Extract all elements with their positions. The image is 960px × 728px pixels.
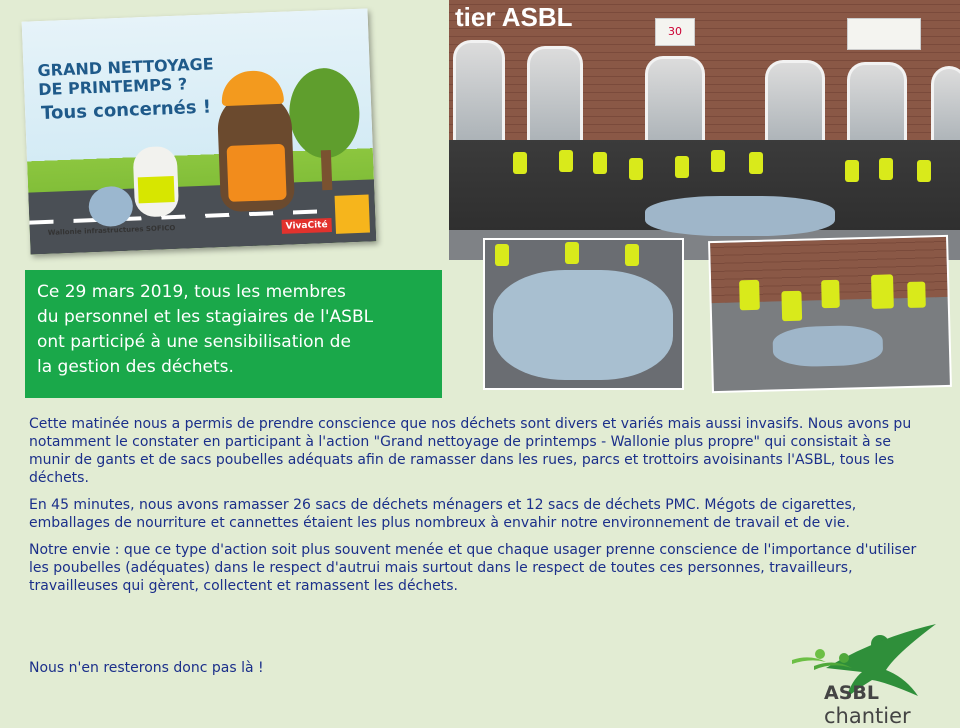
poster-road	[28, 179, 376, 254]
building-sign-text: tier ASBL	[455, 2, 573, 32]
article-body	[29, 415, 934, 604]
safety-vest	[629, 158, 643, 180]
safety-vest	[625, 244, 639, 266]
rabbit-vest	[138, 176, 175, 203]
group-photo	[449, 0, 960, 260]
paragraph-3: Notre envie : que ce type d'action soit plus souvent menée et que chaque usager prenne conscience de l'importance d'utiliser les poubelles (adéquates) dans le respect d'autrui mais surtout dans le respect de toutes ces personnes, travailleurs, travailleuses qui gèrent, collectent et ramassent les déchets.	[29, 542, 917, 594]
workers-photo	[710, 237, 950, 391]
logo-dot-icon	[815, 649, 825, 659]
closing-line: Nous n'en resterons donc pas là !	[29, 660, 264, 676]
safety-vest	[559, 150, 573, 172]
garbage-bags	[772, 325, 883, 368]
anniversary-sign: 30	[655, 18, 695, 46]
poster-tagline: Tous concernés !	[40, 96, 212, 125]
safety-vest	[879, 158, 893, 180]
intro-box	[25, 270, 442, 398]
safety-vest	[513, 152, 527, 174]
window	[847, 62, 907, 152]
safety-vest	[781, 291, 802, 322]
poster-headline-line2: DE PRINTEMPS ?	[37, 74, 188, 100]
safety-vest	[821, 280, 840, 308]
window	[765, 60, 825, 152]
logo-sign	[847, 18, 921, 50]
safety-vest	[845, 160, 859, 182]
poster-headline	[37, 54, 214, 99]
campaign-poster	[22, 8, 377, 254]
garbage-bags	[645, 196, 835, 236]
safety-vest	[871, 274, 894, 309]
safety-vest	[711, 150, 725, 172]
safety-vest	[565, 242, 579, 264]
garbage-bags	[493, 270, 673, 380]
safety-vest	[675, 156, 689, 178]
window	[527, 46, 583, 150]
paragraph-2: En 45 minutes, nous avons ramasser 26 sacs de déchets ménagers et 12 sacs de déchets PMC. Mégots de cigarettes, emballages de nourriture et cannettes étaient les plus nombreux à envahir notre environnement de travail et de vie.	[29, 497, 857, 531]
tree-trunk	[321, 150, 333, 190]
wallonie-infrastructures-logo: Wallonie infrastructures SOFICO	[47, 223, 176, 237]
vivacite-logo: VivaCité	[281, 218, 331, 234]
window	[645, 56, 705, 152]
paragraph-1: Cette matinée nous a permis de prendre conscience que nos déchets sont divers et variés mais aussi invasifs. Nous avons pu notamment le constater en participant à l'action "Grand nettoyage de printemps - Wallonie plus propre" qui consistait à se munir de gants et de sacs poubelles adéquats afin de ramasser dans les rues, parcs et trottoirs avoisinants l'ASBL, tous les déchets.	[29, 416, 912, 486]
poster-headline-line1: GRAND NETTOYAGE	[37, 54, 214, 81]
logo-dot-icon	[839, 653, 849, 663]
bags-photo	[485, 240, 682, 388]
safety-vest	[593, 152, 607, 174]
window	[453, 40, 505, 150]
safety-vest	[749, 152, 763, 174]
safety-vest	[495, 244, 509, 266]
safety-vest	[739, 280, 760, 311]
safety-vest	[917, 160, 931, 182]
logo-name: chantier	[824, 704, 911, 728]
wallonie-plus-propre-logo	[335, 195, 370, 234]
bear-vest	[227, 144, 287, 202]
safety-vest	[907, 281, 926, 307]
intro-text: Ce 29 mars 2019, tous les membres du personnel et les stagiaires de l'ASBL ont participé à une sensibilisation de la gestion des déchets.	[37, 282, 374, 377]
logo-wordmark	[824, 682, 960, 728]
logo-prefix: ASBL	[824, 682, 879, 704]
